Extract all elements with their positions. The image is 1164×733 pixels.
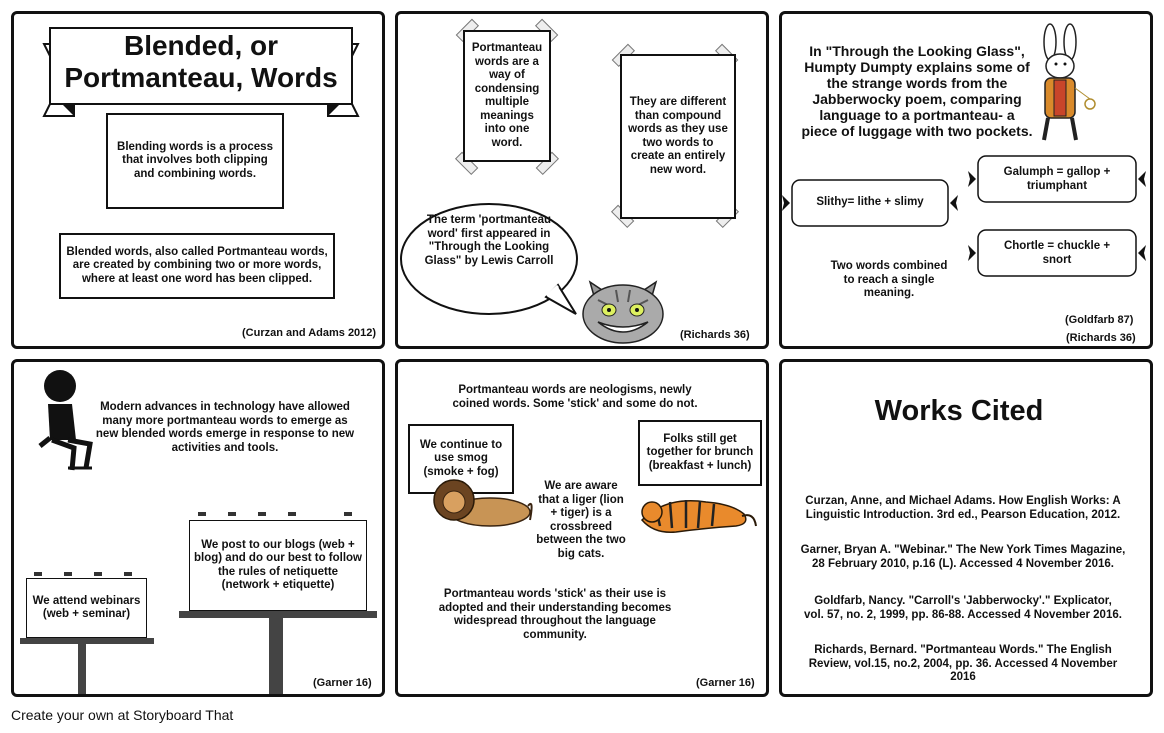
panel-6 [779,359,1153,697]
smog-box: We continue to use smog (smoke + fog) [408,424,514,494]
title-line-1: Blended, or [123,30,278,61]
neologisms-intro: Portmanteau words are neologisms, newly coined words. Some 'stick' and some do not. [452,384,698,410]
liger-text: We are aware that a liger (lion + tiger) is a crossbreed between the two big cats. [536,480,626,560]
citation: (Garner 16) [696,677,755,689]
two-words-note: Two words combined to reach a single meaning. [830,260,948,299]
panel-4 [11,359,385,697]
humpty-dumpty-intro: In "Through the Looking Glass", Humpty Dumpty explains some of the strange words from the Jabberwocky poem, comparing language to a portmanteau- a piece of luggage with two pockets. [801,43,1033,139]
citation: (Richards 36) [680,329,750,341]
panel-3 [779,11,1153,349]
reference-richards: Richards, Bernard. "Portmanteau Words." The English Review, vol.15, no.2, 2004, pp. 36. Accessed 4 November 2016 [808,644,1118,683]
blending-process-box: Blending words is a process that involves both clipping and combining words. [106,113,284,209]
brunch-box: Folks still get together for brunch (breakfast + lunch) [638,420,762,486]
reference-curzan: Curzan, Anne, and Michael Adams. How English Works: A Linguistic Introduction. 3rd ed., Pearson Education, 2012. [805,495,1121,521]
panel-5 [395,359,769,697]
compound-difference-note: They are different than compound words as they use two words to create an entirely new word. [620,54,736,219]
galumph-tag: Galumph = gallop + triumphant [1003,166,1111,192]
panel-1 [11,11,385,349]
reference-garner: Garner, Bryan A. "Webinar." The New York Times Magazine, 28 February 2010, p.16 (L). Accessed 4 November 2016. [800,544,1126,570]
slithy-tag: Slithy= lithe + slimy [816,196,924,208]
title-line-2: Portmanteau, Words [64,62,338,93]
citation: (Curzan and Adams 2012) [242,327,377,339]
stick-outro: Portmanteau words 'stick' as their use is adopted and their understanding becomes widespread throughout the language community. [438,588,672,641]
panel-2 [395,11,769,349]
lion-illustration [428,476,534,532]
technology-intro: Modern advances in technology have allowed many more portmanteau words to emerge as new blended words emerge in response to new activities and tools. [95,401,355,454]
speech-bubble-text: The term 'portmanteau word' first appeared in "Through the Looking Glass" by Lewis Carroll [424,214,554,267]
cheshire-cat-illustration [578,272,668,344]
condensing-note: Portmanteau words are a way of condensing multiple meanings into one word. [463,30,551,162]
chortle-tag: Chortle = chuckle + snort [1003,240,1111,266]
blog-billboard: We post to our blogs (web + blog) and do our best to follow the rules of netiquette (network + etiquette) [189,520,367,611]
tiger-illustration [636,486,758,538]
citation-goldfarb: (Goldfarb 87) [1065,314,1134,326]
citation: (Garner 16) [313,677,372,689]
citation-richards: (Richards 36) [1066,332,1136,344]
works-cited-title: Works Cited [874,395,1044,427]
storyboard-that-link[interactable]: Create your own at Storyboard That [11,707,234,723]
webinar-billboard: We attend webinars (web + seminar) [26,578,147,638]
blended-words-box: Blended words, also called Portmanteau words, are created by combining two or more words, where at least one word has been clipped. [59,233,335,299]
reference-goldfarb: Goldfarb, Nancy. "Carroll's 'Jabberwocky'." Explicator, vol. 57, no. 2, 1999, pp. 86-88. Accessed 4 November 2016. [804,595,1122,621]
